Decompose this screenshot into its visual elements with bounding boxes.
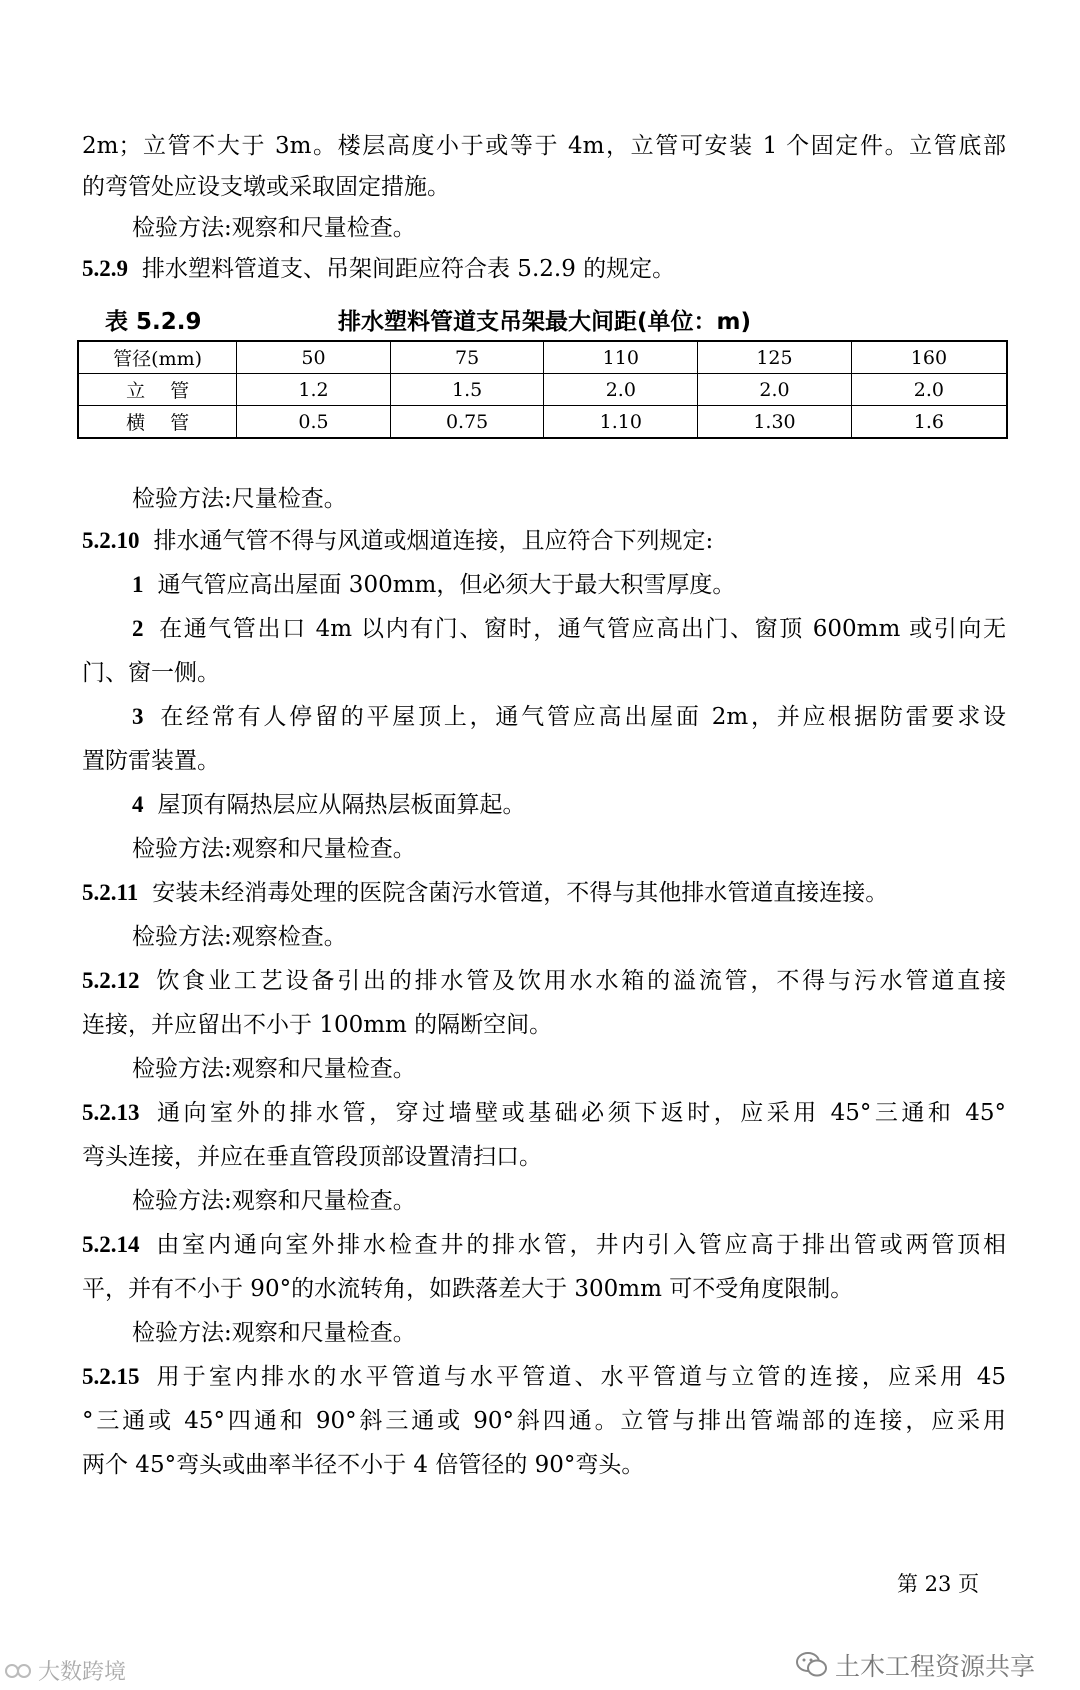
wechat-icon bbox=[795, 1651, 829, 1679]
table-cell: 50 bbox=[237, 341, 391, 374]
spacing-table bbox=[77, 340, 1008, 439]
clause-5-2-15 bbox=[82, 1362, 1006, 1392]
check-method: 检验方法:观察和尺量检查。 bbox=[132, 1188, 416, 1214]
paragraph-line: 弯头连接，并应在垂直管段顶部设置清扫口。 bbox=[82, 1144, 542, 1170]
clause-5-2-13 bbox=[82, 1098, 1006, 1128]
item-number: 3 bbox=[132, 704, 144, 729]
check-method: 检验方法:观察和尺量检查。 bbox=[132, 1056, 416, 1082]
check-method: 检验方法:尺量检查。 bbox=[132, 486, 347, 512]
check-method: 检验方法:观察检查。 bbox=[132, 924, 347, 950]
table-cell: 2.0 bbox=[698, 374, 852, 406]
table-cell: 1.6 bbox=[851, 406, 1007, 439]
table-row bbox=[78, 341, 1007, 374]
clause-number: 5.2.15 bbox=[82, 1364, 140, 1389]
clause-number: 5.2.14 bbox=[82, 1232, 140, 1257]
clause-number: 5.2.10 bbox=[82, 528, 140, 553]
clause-text: 饮食业工艺设备引出的排水管及饮用水水箱的溢流管，不得与污水管道直接 bbox=[153, 968, 1006, 994]
item-number: 2 bbox=[132, 616, 144, 641]
table-cell: 2.0 bbox=[851, 374, 1007, 406]
paragraph-line: 连接，并应留出不小于 100mm 的隔断空间。 bbox=[82, 1012, 553, 1038]
list-item bbox=[132, 702, 1006, 732]
paragraph-line: 两个 45°弯头或曲率半径不小于 4 倍管径的 90°弯头。 bbox=[82, 1452, 645, 1478]
clause-number: 5.2.12 bbox=[82, 968, 140, 993]
clause-text: 由室内通向室外排水检查井的排水管，井内引入管应高于排出管或两管顶相 bbox=[153, 1232, 1006, 1258]
brand-logo-icon bbox=[4, 1660, 34, 1682]
table-cell: 立 管 bbox=[78, 374, 237, 406]
paragraph-line: 2m；立管不大于 3m。楼层高度小于或等于 4m，立管可安装 1 个固定件。立管底部 bbox=[82, 133, 1006, 159]
watermark-text: 大数跨境 bbox=[38, 1660, 127, 1685]
clause-number: 5.2.9 bbox=[82, 256, 128, 281]
table-cell: 2.0 bbox=[544, 374, 698, 406]
table-caption-title: 排水塑料管道支吊架最大间距(单位：m) bbox=[338, 309, 751, 335]
clause-text: 安装未经消毒处理的医院含菌污水管道，不得与其他排水管道直接连接。 bbox=[152, 880, 889, 906]
clause-number: 5.2.13 bbox=[82, 1100, 140, 1125]
page-number: 第 23 页 bbox=[897, 1572, 980, 1596]
item-text: 通气管应高出屋面 300mm，但必须大于最大积雪厚度。 bbox=[157, 572, 736, 598]
table-cell: 75 bbox=[390, 341, 544, 374]
check-method: 检验方法:观察和尺量检查。 bbox=[132, 836, 416, 862]
item-text: 在经常有人停留的平屋顶上，通气管应高出屋面 2m，并应根据防雷要求设 bbox=[157, 704, 1006, 730]
clause-5-2-9 bbox=[82, 254, 675, 284]
table-cell: 125 bbox=[698, 341, 852, 374]
watermark-text: 土木工程资源共享 bbox=[835, 1652, 1036, 1681]
item-number: 4 bbox=[132, 792, 144, 817]
table-cell: 横 管 bbox=[78, 406, 237, 439]
paragraph-line: 置防雷装置。 bbox=[82, 748, 220, 774]
table-row bbox=[78, 374, 1007, 406]
table-cell: 110 bbox=[544, 341, 698, 374]
item-text: 在通气管出口 4m 以内有门、窗时，通气管应高出门、窗顶 600mm 或引向无 bbox=[157, 616, 1006, 642]
list-item bbox=[132, 614, 1006, 644]
clause-text: 通向室外的排水管，穿过墙壁或基础必须下返时，应采用 45°三通和 45° bbox=[153, 1100, 1006, 1126]
table-cell: 1.5 bbox=[390, 374, 544, 406]
check-method: 检验方法:观察和尺量检查。 bbox=[132, 215, 416, 241]
table-cell: 1.2 bbox=[237, 374, 391, 406]
table-caption-number: 表 5.2.9 bbox=[105, 309, 202, 335]
list-item bbox=[132, 570, 735, 600]
check-method: 检验方法:观察和尺量检查。 bbox=[132, 1320, 416, 1346]
clause-text: 排水通气管不得与风道或烟道连接，且应符合下列规定: bbox=[153, 528, 714, 554]
paragraph-line: 平，并有不小于 90°的水流转角，如跌落差大于 300mm 可不受角度限制。 bbox=[82, 1276, 854, 1302]
paragraph-line: 门、窗一侧。 bbox=[82, 660, 220, 686]
clause-5-2-10 bbox=[82, 526, 713, 556]
paragraph-line: °三通或 45°四通和 90°斜三通或 90°斜四通。立管与排出管端部的连接，应采用 bbox=[82, 1408, 1006, 1434]
clause-5-2-11 bbox=[82, 878, 888, 908]
clause-text: 用于室内排水的水平管道与水平管道、水平管道与立管的连接，应采用 45 bbox=[153, 1364, 1006, 1390]
watermark-right bbox=[795, 1647, 1035, 1683]
table-cell: 160 bbox=[851, 341, 1007, 374]
table-row bbox=[78, 406, 1007, 439]
paragraph-line: 的弯管处应设支墩或采取固定措施。 bbox=[82, 174, 450, 200]
table-cell: 0.75 bbox=[390, 406, 544, 439]
table-cell: 管径(mm) bbox=[78, 341, 237, 374]
item-text: 屋顶有隔热层应从隔热层板面算起。 bbox=[157, 792, 526, 818]
list-item bbox=[132, 790, 526, 820]
watermark-left bbox=[4, 1655, 126, 1686]
table-cell: 1.10 bbox=[544, 406, 698, 439]
item-number: 1 bbox=[132, 572, 144, 597]
clause-5-2-14 bbox=[82, 1230, 1006, 1260]
clause-text: 排水塑料管道支、吊架间距应符合表 5.2.9 的规定。 bbox=[142, 256, 676, 282]
table-cell: 0.5 bbox=[237, 406, 391, 439]
clause-5-2-12 bbox=[82, 966, 1006, 996]
clause-number: 5.2.11 bbox=[82, 880, 139, 905]
table-cell: 1.30 bbox=[698, 406, 852, 439]
